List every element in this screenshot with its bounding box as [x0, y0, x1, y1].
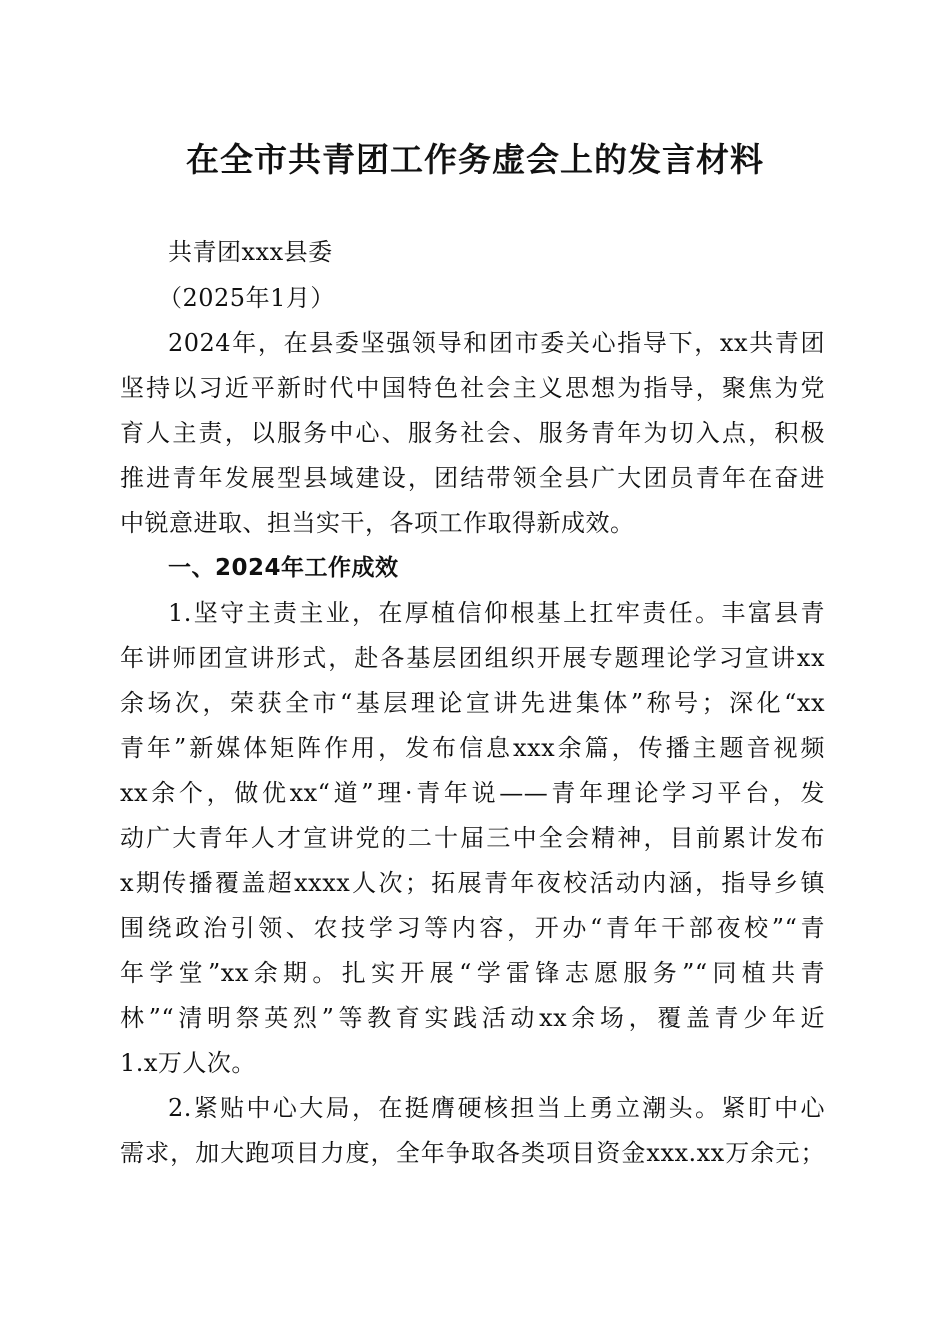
intro-line: 育人主责，以服务中心、服务社会、服务青年为切入点，积极 [120, 419, 825, 447]
item2-line: 2.紧贴中心大局，在挺膺硬核担当上勇立潮头。紧盯中心 [168, 1094, 825, 1122]
intro-line: 坚持以习近平新时代中国特色社会主义思想为指导，聚焦为党 [120, 374, 825, 402]
item1-line: 1.坚守主责主业，在厚植信仰根基上扛牢责任。丰富县青 [168, 599, 825, 627]
item1-line: 年讲师团宣讲形式，赴各基层团组织开展专题理论学习宣讲xx [120, 644, 825, 672]
item1-line: 年学堂”xx余期。扎实开展“学雷锋志愿服务”“同植共青 [120, 959, 825, 987]
item1-line: 围绕政治引领、农技学习等内容，开办“青年干部夜校”“青 [120, 914, 825, 942]
intro-line: 推进青年发展型县域建设，团结带领全县广大团员青年在奋进 [120, 464, 825, 492]
document-title: 在全市共青团工作务虚会上的发言材料 [186, 140, 764, 179]
author-line: 共青团xxx县委 [168, 238, 333, 266]
item1-line: xx余个，做优xx“道”理·青年说——青年理论学习平台，发 [120, 779, 825, 807]
item1-line: 动广大青年人才宣讲党的二十届三中全会精神，目前累计发布 [120, 824, 825, 852]
item1-line: 余场次，荣获全市“基层理论宣讲先进集体”称号；深化“xx [120, 689, 825, 717]
item1-line: 林”“清明祭英烈”等教育实践活动xx余场，覆盖青少年近 [120, 1004, 825, 1032]
item1-line: 1.x万人次。 [120, 1049, 256, 1077]
item1-line: x期传播覆盖超xxxx人次；拓展青年夜校活动内涵，指导乡镇 [120, 869, 825, 897]
intro-line: 2024年，在县委坚强领导和团市委关心指导下，xx共青团 [168, 329, 825, 357]
section-heading: 一、2024年工作成效 [168, 555, 399, 581]
date-line: （2025年1月） [158, 284, 335, 312]
item1-line: 青年”新媒体矩阵作用，发布信息xxx余篇，传播主题音视频 [120, 734, 825, 762]
intro-line: 中锐意进取、担当实干，各项工作取得新成效。 [120, 509, 635, 537]
item2-line: 需求，加大跑项目力度，全年争取各类项目资金xxx.xx万余元； [120, 1139, 825, 1167]
